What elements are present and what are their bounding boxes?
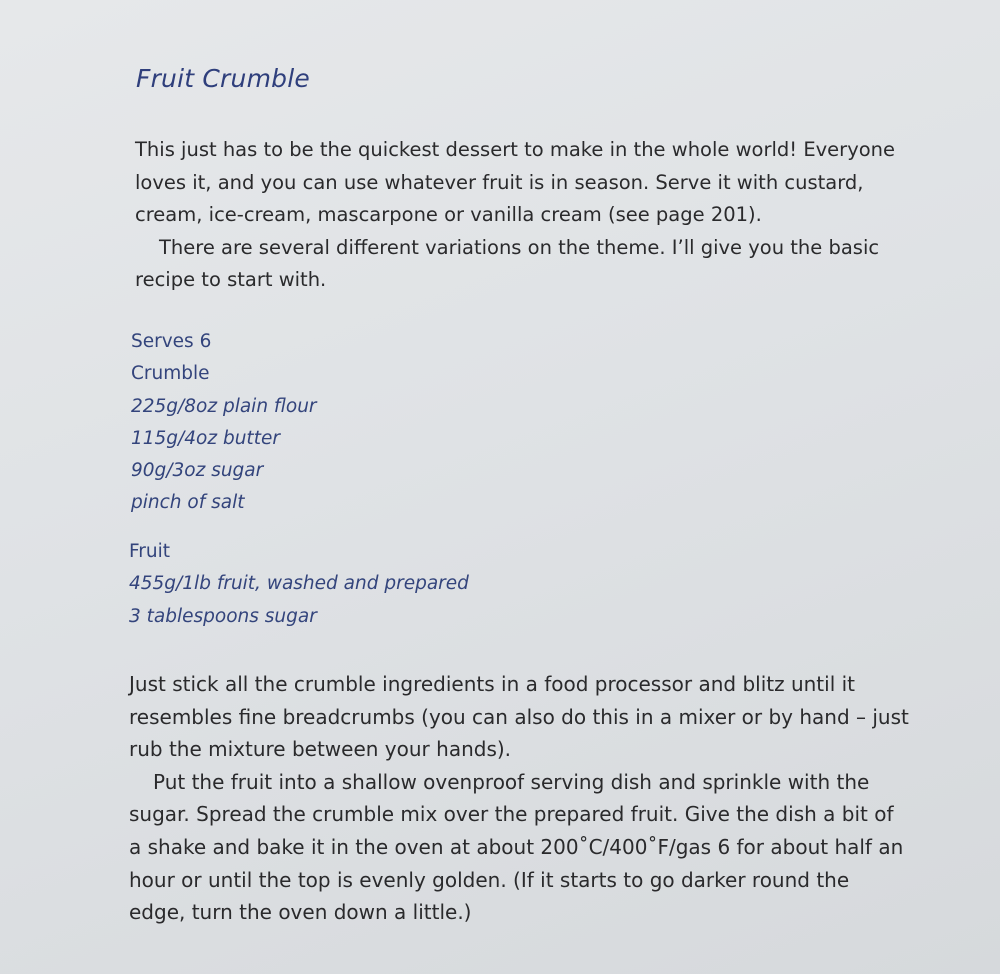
method-line: a shake and bake it in the oven at about 200˚C/400˚F/gas 6 for about half an (129, 834, 904, 859)
ingredient-item: 455g/1lb fruit, washed and prepared (129, 573, 469, 595)
method-line: hour or until the top is evenly golden. (If it starts to go darker round the (129, 867, 850, 892)
method-line: Just stick all the crumble ingredients in a food processor and blitz until it (129, 672, 856, 696)
ingredient-item: 115g/4oz butter (131, 427, 280, 449)
fruit-ingredients (129, 536, 469, 633)
method-line: Put the fruit into a shallow ovenproof serving dish and sprinkle with the (153, 769, 870, 794)
intro-paragraph (135, 134, 895, 297)
method-line: edge, turn the oven down a little.) (129, 900, 472, 925)
crumble-ingredients (131, 326, 317, 520)
ingredient-item: 225g/8oz plain flour (131, 395, 317, 417)
method-line: sugar. Spread the crumble mix over the prepared fruit. Give the dish a bit of (129, 802, 894, 827)
method-paragraph (129, 668, 909, 929)
intro-line: loves it, and you can use whatever fruit is in season. Serve it with custard, (135, 170, 864, 194)
method-line: resembles fine breadcrumbs (you can also do this in a mixer or by hand – just (129, 704, 909, 729)
intro-line: recipe to start with. (135, 268, 327, 291)
intro-line: There are several different variations on the theme. I’ll give you the basic (159, 235, 880, 259)
recipe-title: Fruit Crumble (136, 64, 310, 93)
intro-line: This just has to be the quickest dessert to make in the whole world! Everyone (135, 138, 896, 161)
ingredient-item: 3 tablespoons sugar (129, 605, 317, 627)
crumble-heading: Crumble (131, 363, 210, 385)
ingredient-item: pinch of salt (131, 492, 245, 514)
serves-label: Serves 6 (131, 331, 212, 352)
intro-line: cream, ice-cream, mascarpone or vanilla cream (see page 201). (135, 203, 762, 226)
fruit-heading: Fruit (129, 541, 171, 562)
method-line: rub the mixture between your hands). (129, 737, 512, 762)
ingredient-item: 90g/3oz sugar (131, 460, 264, 482)
